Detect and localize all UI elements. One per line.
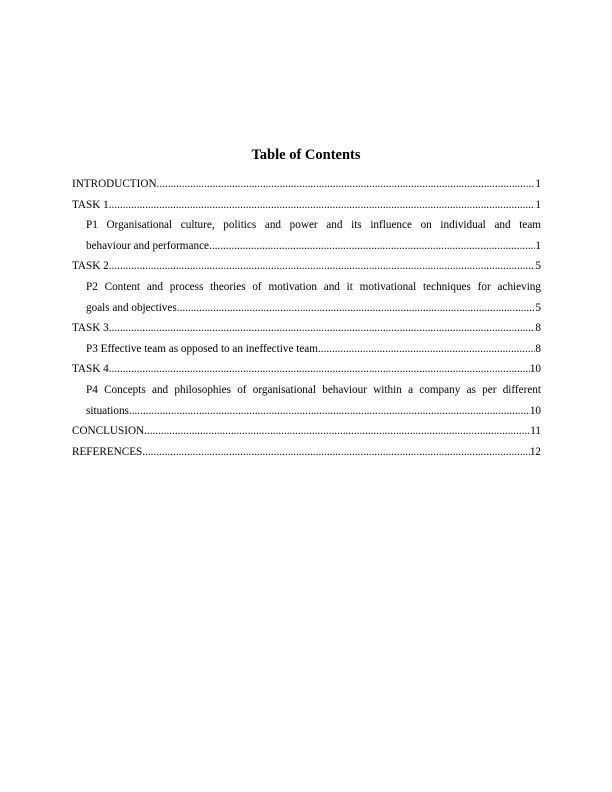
toc-entry-page: 10 bbox=[529, 404, 541, 417]
toc-entry-page: 1 bbox=[535, 239, 541, 252]
dot-leader bbox=[142, 442, 530, 463]
toc-entry-references[interactable] bbox=[72, 442, 541, 463]
dot-leader bbox=[157, 174, 536, 195]
toc-entry-label: TASK 3 bbox=[72, 322, 109, 335]
toc-entry-label: TASK 2 bbox=[72, 260, 109, 273]
dot-leader bbox=[318, 339, 535, 360]
toc-entry-p2[interactable] bbox=[72, 277, 541, 318]
toc-entry-task-4[interactable] bbox=[72, 359, 541, 380]
toc-entry-label: INTRODUCTION bbox=[72, 178, 157, 190]
dot-leader bbox=[209, 236, 535, 257]
toc-entry-p4[interactable] bbox=[72, 380, 541, 421]
toc-entry-task-2[interactable] bbox=[72, 256, 541, 277]
toc-entry-page: 1 bbox=[535, 178, 541, 190]
toc-entry-p3[interactable] bbox=[72, 339, 541, 360]
toc-entry-label: P3 Effective team as opposed to an ineffective team bbox=[86, 342, 318, 355]
dot-leader bbox=[144, 421, 530, 442]
toc-entry-label: P2 Content and process theories of motivation and it motivational techniques for achieving bbox=[86, 280, 541, 293]
dot-leader bbox=[109, 256, 536, 277]
toc-entry-label-continued: goals and objectives bbox=[86, 301, 177, 314]
toc-title: Table of Contents bbox=[251, 147, 361, 163]
toc-entry-page: 11 bbox=[530, 425, 541, 438]
toc-entry-page: 5 bbox=[535, 301, 541, 314]
dot-leader bbox=[109, 359, 530, 380]
toc-entry-p1[interactable] bbox=[72, 215, 541, 256]
toc-list bbox=[72, 174, 541, 462]
toc-entry-introduction[interactable] bbox=[72, 174, 541, 195]
toc-entry-page: 5 bbox=[535, 260, 541, 273]
toc-entry-page: 8 bbox=[535, 322, 541, 335]
toc-entry-conclusion[interactable] bbox=[72, 421, 541, 442]
dot-leader bbox=[109, 195, 536, 216]
toc-entry-label-continued: situations bbox=[86, 404, 129, 417]
dot-leader bbox=[177, 298, 536, 319]
toc-entry-page: 1 bbox=[535, 198, 541, 211]
toc-entry-label: P4 Concepts and philosophies of organisational behaviour within a company as per different bbox=[86, 383, 541, 396]
dot-leader bbox=[129, 401, 530, 422]
toc-entry-page: 8 bbox=[535, 342, 541, 355]
toc-entry-label: TASK 4 bbox=[72, 363, 109, 376]
toc-entry-label-continued: behaviour and performance bbox=[86, 239, 210, 252]
toc-entry-task-3[interactable] bbox=[72, 318, 541, 339]
toc-entry-label: CONCLUSION bbox=[72, 425, 145, 438]
toc-entry-task-1[interactable] bbox=[72, 195, 541, 216]
toc-entry-label: REFERENCES bbox=[72, 445, 143, 458]
toc-entry-label: TASK 1 bbox=[72, 198, 109, 211]
toc-entry-page: 12 bbox=[529, 445, 541, 458]
dot-leader bbox=[109, 318, 536, 339]
toc-entry-page: 10 bbox=[529, 363, 541, 376]
toc-entry-label: P1 Organisational culture, politics and power and its influence on individual and team bbox=[86, 219, 541, 232]
